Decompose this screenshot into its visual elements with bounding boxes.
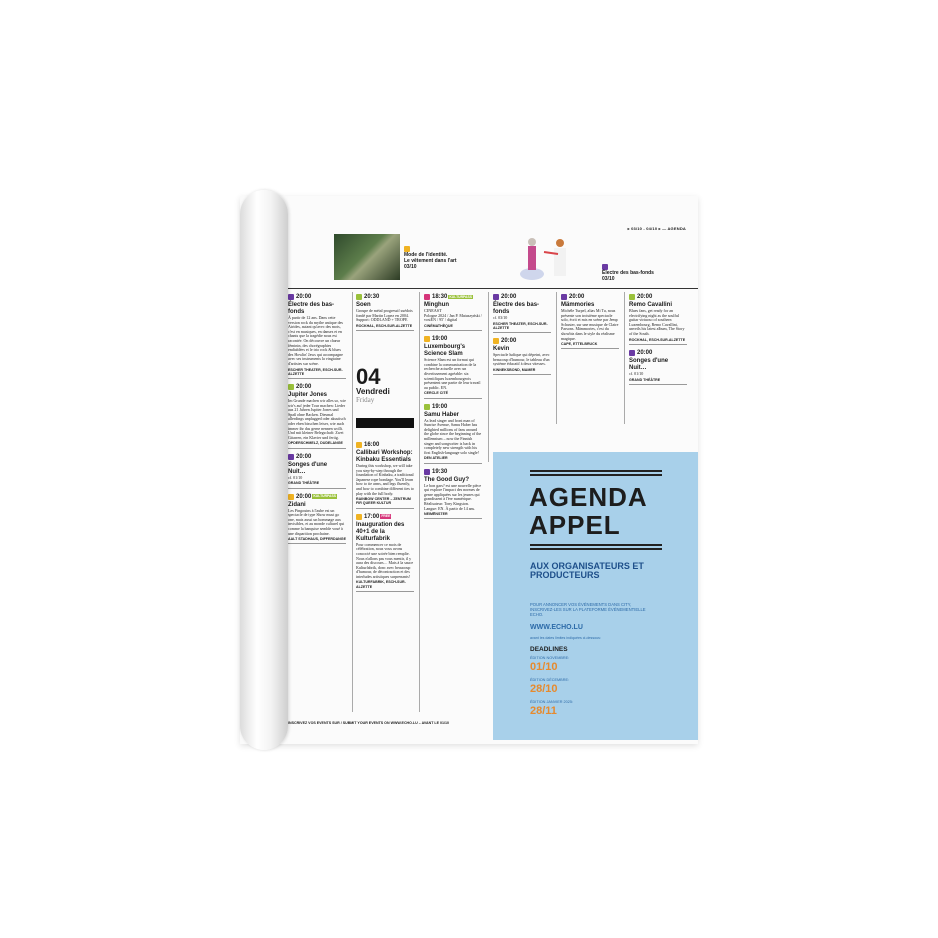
event-time: 20:00 — [569, 294, 585, 300]
event-location: AALT STADHAUS, DIFFERDANGE — [288, 537, 346, 544]
ad-subtitle: AUX ORGANISATEURS ET PRODUCTEURS — [530, 561, 644, 580]
ad-heading-line2: APPEL — [529, 510, 621, 540]
feature-left — [404, 246, 457, 270]
event-time: 20:00 — [501, 294, 517, 300]
event-title: Minghun — [424, 302, 449, 309]
event-title: Songes d'une Nuit… — [629, 357, 669, 371]
event-location: GRAND THÉÂTRE — [288, 481, 346, 488]
event-time: 20:00 — [296, 384, 312, 391]
feature-right-date: 03/10 — [602, 276, 615, 283]
column-4 — [493, 292, 551, 378]
feature-right — [602, 264, 654, 282]
event-title: Zidani — [288, 501, 306, 508]
day-name-fr: Vendredi — [356, 387, 390, 396]
event-location: CAPE, ETTELBRUCK — [561, 342, 619, 349]
event-body: Pologne 2024 / Jan P. Matuszyński / vostEN / 95' / digital — [424, 312, 482, 323]
deadline-date: 28/10 — [530, 683, 558, 695]
heart-icon — [404, 246, 410, 252]
event — [288, 492, 346, 545]
heart-icon — [424, 336, 430, 342]
event — [424, 402, 482, 464]
event — [561, 292, 619, 349]
event — [288, 292, 346, 379]
event-location: ROCKHAL, ESCH-SUR-ALZETTE — [629, 338, 687, 345]
event-body: Pour commencer ce mois de célébration, nous vous avons concocté une soirée bien remplie. Nous n'allons pas vous mentir, il y aura des discours… Mais à la sauce Kulturfabrik, donc avec beaucoup d'humour, de décontraction et des interludes artistiques surprenants! — [356, 541, 414, 579]
music-icon — [424, 404, 430, 410]
rolled-page-edge — [240, 190, 288, 750]
heart-icon — [493, 338, 499, 344]
event-title: Samu Haber — [424, 411, 460, 418]
mask-icon — [288, 294, 294, 300]
event-location: DEN ATELIER — [424, 456, 482, 463]
event-body: Science Slam est un format qui combine la communication de la recherche actuelle avec un divertissement agréable: six scientifiques luxembourgeois présentent une partie de leur travail au public. EN. — [424, 357, 481, 390]
column-3 — [424, 292, 482, 522]
feature-left-line2: Le vêtement dans l'art — [404, 258, 457, 265]
event — [424, 467, 482, 520]
column-divider — [624, 292, 625, 424]
heart-icon — [356, 442, 362, 448]
event-time: 17:00 — [364, 513, 380, 520]
mask-icon — [629, 350, 635, 356]
event-time: 20:00 — [637, 294, 653, 300]
event — [288, 452, 346, 489]
day-number: 04 — [356, 364, 381, 389]
music-icon — [356, 294, 362, 300]
event-body: Blues fans, get ready for an electrifying night as the soulful guitar virtuoso of southern Luxembourg, Remo Cavallini, unveils his latest album, The Story of the South. — [629, 308, 685, 337]
deadline-edition: ÉDITION DÉCEMBRE: — [530, 678, 570, 682]
top-rule — [288, 288, 698, 289]
feature-left-line1: Mode de l'identité. — [404, 252, 448, 259]
ad-website-link[interactable]: WWW.ECHO.LU — [530, 624, 583, 631]
event-time: 20:00 — [637, 349, 653, 356]
column-divider — [419, 292, 420, 712]
event-location: CERCLE CITÉ — [424, 391, 482, 398]
kulturpass-badge: KULTURPASS — [449, 294, 473, 299]
event-body: Les Pingouins à l'aube est un spectacle de type Show must go one, mais aussi un hommage aux invisibles, et au monde culturel qui comme la banquise semble voué à une disparition prochaine. — [288, 507, 345, 536]
mask-icon — [288, 454, 294, 460]
feature-left-date: 03/10 — [404, 264, 417, 271]
event-time: 20:00 — [296, 294, 312, 300]
event — [493, 336, 551, 375]
agenda-appel-ad — [493, 452, 698, 740]
event-time: 20:00 — [296, 453, 312, 460]
event-title: Songes d'une Nuit… — [288, 461, 328, 475]
deadline-edition: ÉDITION JANVIER 2025: — [530, 700, 574, 704]
column-6 — [629, 292, 687, 388]
column-5 — [561, 292, 619, 352]
event — [356, 292, 414, 331]
deadline-edition: ÉDITION NOVEMBRE: — [530, 656, 570, 660]
mask-icon — [493, 294, 499, 300]
event-location: ESCHER THEATER, ESCH-SUR-ALZETTE — [493, 322, 551, 333]
music-icon — [288, 384, 294, 390]
event-location: ROCKHAL, ESCH-SUR-ALZETTE — [356, 324, 414, 331]
event-body: Im Grunde machen wir alles so, wie wir's auf jeder Tour machen: Lieder aus 21 Jahren Jupiter Jones und Spaß ohne Backen. Diesmal allerdings unplugged oder akustisch oder eben bisschen leiser, wie auch immer ihr das gerne nennen wollt. Und mit kleiner Belegschaft: Zwei Gitarren, ein Klavier und fertig. — [288, 398, 346, 440]
event-title: Remo Cavallini — [629, 302, 673, 309]
page-header-nav: ▸ 03/10 - 04/10 ▸ — AGENDA — [627, 226, 686, 231]
column-2-lower — [356, 440, 414, 595]
redaction-bar — [356, 418, 414, 428]
kulturpass-badge: KULTURPASS — [313, 494, 337, 499]
event-time: 19:30 — [432, 468, 448, 475]
event-title: Électre des bas-fonds — [493, 302, 540, 316]
event-time: 19:00 — [432, 336, 448, 343]
film-icon — [424, 294, 430, 300]
event-location: NEIMËNSTER — [424, 512, 482, 519]
column-divider — [556, 292, 557, 424]
mask-icon — [561, 294, 567, 300]
event-title: The Good Guy? — [424, 476, 469, 483]
ad-text: POUR ANNONCER VOS ÉVÉNEMENTS DANS CITY, INSCRIVEZ-LES SUR LA PLATEFORME ÉVÉNEMENTIELLE ECHO. — [530, 602, 646, 617]
event-time: 18:30 — [432, 294, 448, 300]
event-body: cf. 03/10 — [493, 315, 508, 321]
event-body: During this workshop, we will take you step-by-step through the foundation of Kinbaku, a traditional Japanese rope bondage. You'll learn how to tie arms, and legs fluently, and how to combine different ties to play with the full body. — [356, 463, 414, 496]
deadlines-label: DEADLINES — [530, 646, 568, 653]
deadline-date: 01/10 — [530, 661, 558, 673]
day-heading — [356, 366, 390, 404]
deadline-date: 28/11 — [530, 705, 557, 717]
event-location: KULTURFABRIK, ESCH-SUR-ALZETTE — [356, 580, 414, 591]
event-body: Michèle Turpel, alias Mi Tu, nous présente son troisième spectacle solo, écrit et mis en scène par Jemp Schuster, sur une musique de Claire Parsons. Mämmories, c'est du showbiz dans le style du réalisme magique. — [561, 308, 619, 341]
mask-icon — [424, 469, 430, 475]
event — [424, 292, 482, 331]
event-body: À partir de 12 ans. Dans cette version rock du mythe antique des Atrides, autant qu'avec des mots, c'est en musiques, en danses et en chants que la tragédie nous est racontée. On découvre un chœur féminin, des chorégraphies endiablées et le trio rock & blues des Howlin' Jaws qui accompagne avec ses instruments la vingtaine d'artistes sur scène. — [288, 315, 343, 367]
event-body: cf. 01/10 — [629, 370, 644, 376]
event-location: KINNEKSBOND, MAMER — [493, 368, 551, 375]
event-title: Soen — [356, 302, 371, 309]
ad-note: avant les dates limites indiquées ci-dessous: — [530, 636, 601, 640]
event-title: Kevin — [493, 346, 510, 353]
event-time: 16:00 — [364, 442, 380, 448]
event — [356, 440, 414, 509]
event — [424, 334, 482, 398]
column-divider — [352, 292, 353, 712]
event-time: 20:00 — [296, 493, 312, 500]
event-body: Spectacle ludique qui dépeint, avec beaucoup d'humour, le tableau d'un système éducatif à deux vitesses. — [493, 352, 550, 367]
heart-icon — [288, 494, 294, 500]
music-icon — [629, 294, 635, 300]
heart-icon — [356, 514, 362, 520]
event-title: Mämmories — [561, 302, 595, 309]
event — [629, 292, 687, 345]
agenda-page — [288, 196, 698, 744]
event-location: OPDERSCHMELZ, DUDELANGE — [288, 441, 346, 448]
day-name-en: Friday — [356, 396, 375, 404]
ad-top-lines — [530, 470, 662, 472]
ad-bottom-lines — [530, 544, 662, 546]
event-title: Callibari Workshop: Kinbaku Essentials — [356, 450, 413, 464]
event — [493, 292, 551, 333]
event — [629, 348, 687, 385]
event-location: GRAND THÉÂTRE — [629, 378, 687, 385]
event-title: Électre des bas-fonds — [288, 302, 335, 316]
event-body: Le bon gars? est une nouvelle pièce qui explore l'impact des normes de genre appliquées sur les jeunes qui grandissent à l'ère numérique. Réalisateur: Tony Kingston. Langue: EN. À partir de 14 ans. — [424, 482, 482, 511]
page-footer: INSCRIVEZ VOS EVENTS SUR / SUBMIT YOUR EVENTS ON WWW.ECHO.LU – AVANT LE 01/10 — [288, 721, 450, 725]
event-title: Luxembourg's Science Slam — [424, 344, 466, 358]
free-badge: FREE — [381, 514, 391, 519]
event-location: CINÉMATHÈQUE — [424, 324, 482, 331]
event-time: 20:00 — [501, 338, 517, 345]
event-title: Jupiter Jones — [288, 392, 328, 399]
event-location: ESCHER THEATER, ESCH-SUR-ALZETTE — [288, 368, 346, 379]
event-location: RAINBOW CENTER – ZENTRUM FIR QUEER KULTUR — [356, 497, 414, 508]
column-divider — [488, 292, 489, 462]
event-body: cf. 01/10 — [288, 474, 303, 480]
event-title: Inauguration des 40+1 de la Kulturfabrik — [356, 521, 405, 542]
column-1 — [288, 292, 346, 547]
column-2 — [356, 292, 414, 334]
event-time: 19:00 — [432, 403, 448, 410]
feature-photo-right — [514, 232, 604, 282]
event — [288, 382, 346, 449]
feature-right-line1: Électre des bas-fonds — [602, 270, 654, 277]
feature-photo-left — [334, 234, 400, 280]
event-time: 20:30 — [364, 294, 380, 300]
event-body: As lead singer and front man of Sunrise Avenue, Samu Haber has delighted millions of fans around the globe since the beginning of the millennium – now the Finnish singer and songwriter is back in completely new strength with his first English-language solo single! — [424, 417, 482, 455]
event-subtitle: CINEAST — [424, 308, 442, 314]
event — [356, 512, 414, 592]
ad-heading-line1: AGENDA — [529, 482, 648, 512]
event-body: Groupe de métal progressif suédois fondé par Martin Lopez en 2004. Support: ODDLAND + TROPE — [356, 308, 413, 323]
